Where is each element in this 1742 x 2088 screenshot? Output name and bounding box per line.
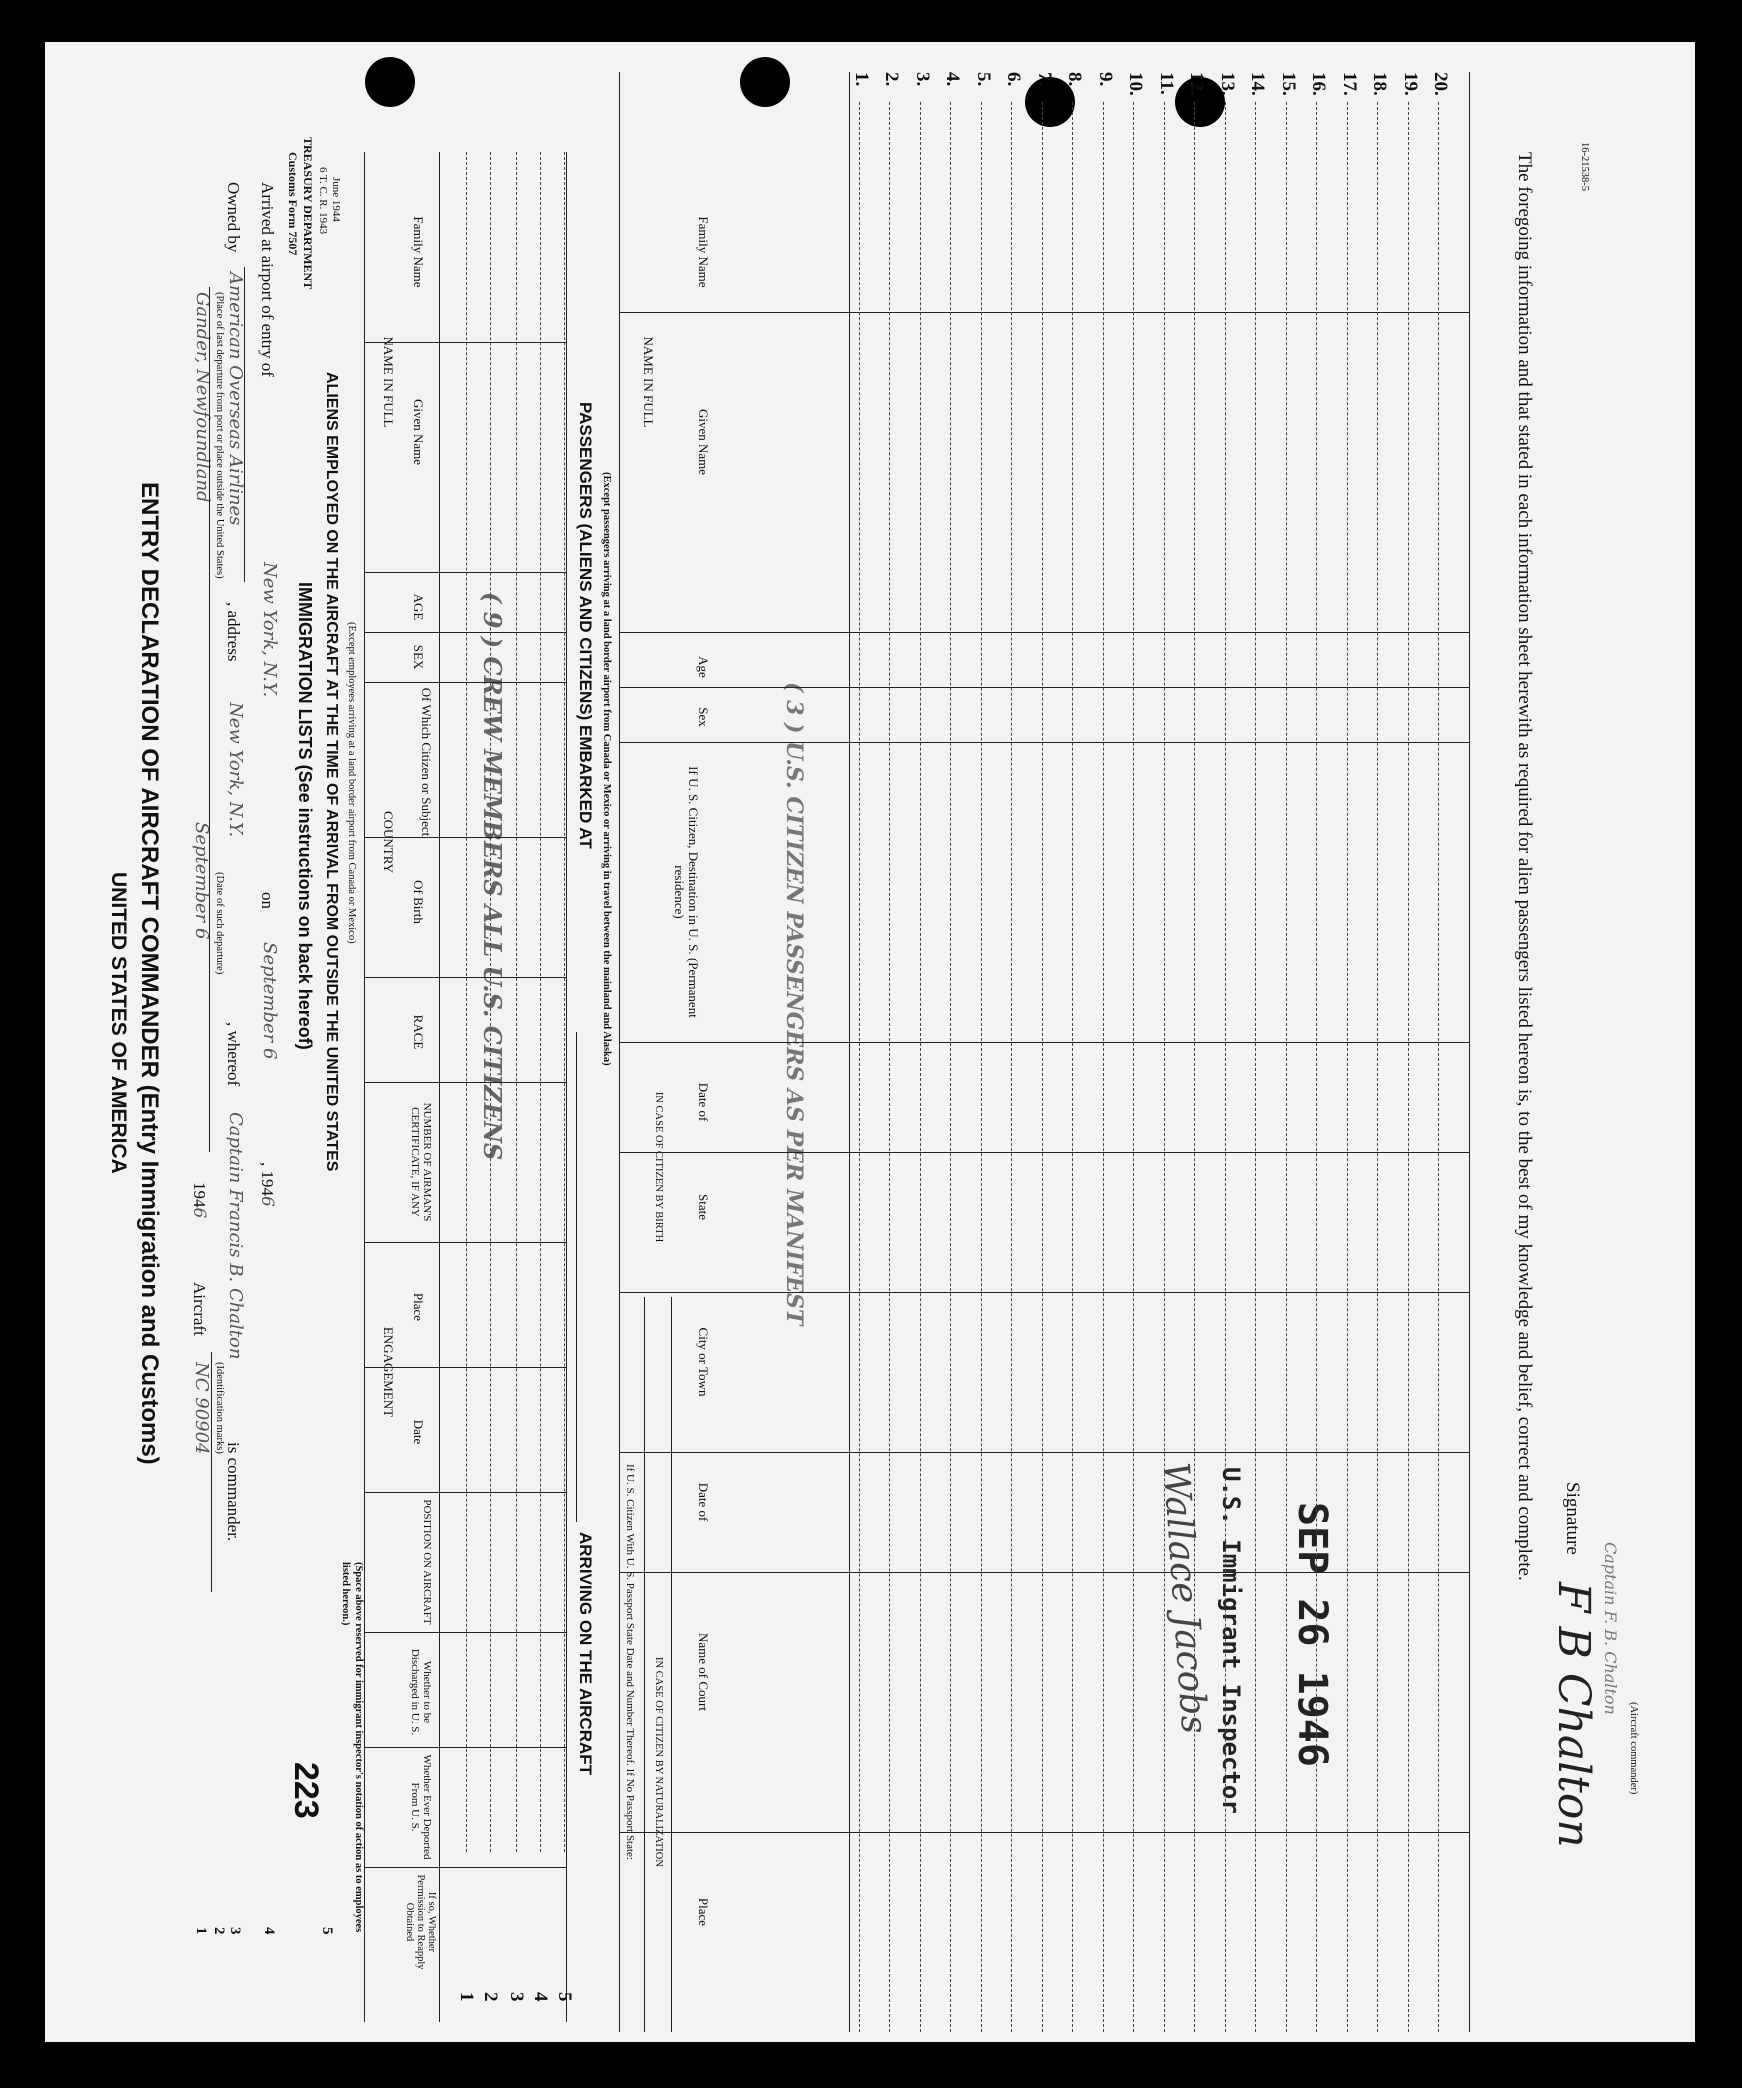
- passenger-row-number: 17.: [1339, 72, 1360, 96]
- place-value[interactable]: Gander, Newfoundland: [192, 292, 213, 503]
- column-divider: [620, 1572, 1470, 1573]
- date-label: (Date of such departure): [214, 872, 225, 975]
- passenger-row-number: 19.: [1400, 72, 1421, 96]
- aircraft-label: Aircraft: [190, 1282, 209, 1336]
- crew-row[interactable]: [466, 152, 467, 1852]
- pass-given-name: Given Name: [696, 408, 711, 476]
- imm-airman-cert: NUMBER OF AIRMAN'S CERTIFICATE, IF ANY: [409, 1102, 433, 1222]
- imm-discharged: Whether to be Discharged in U. S.: [409, 1648, 433, 1736]
- passenger-row[interactable]: [1134, 102, 1135, 2032]
- line-number-3: 3: [227, 1927, 243, 1935]
- passenger-row[interactable]: [1378, 102, 1379, 2032]
- column-divider: [620, 1042, 1470, 1043]
- passenger-row[interactable]: [1103, 102, 1104, 2032]
- passenger-row[interactable]: [890, 102, 891, 2032]
- pass-name-in-full: NAME IN FULL: [641, 336, 656, 428]
- passenger-row[interactable]: [1347, 102, 1348, 2032]
- whereof-label: , whereof: [224, 1022, 243, 1087]
- passenger-row-number: 10.: [1125, 72, 1147, 96]
- commander-printed: Captain F. B. Chalton: [1601, 1542, 1620, 1715]
- passenger-row[interactable]: [981, 102, 982, 2032]
- crew-row-number: 5: [554, 1992, 575, 2002]
- on-year-value[interactable]: 6: [257, 1196, 277, 1207]
- crew-row-number: 1: [456, 1992, 477, 2002]
- crew-row-number: 2: [480, 1992, 501, 2002]
- passenger-row-number: 16.: [1308, 72, 1330, 96]
- address-value[interactable]: New York, N.Y.: [225, 702, 246, 838]
- passenger-row-number: 9.: [1095, 72, 1116, 87]
- year-prefix: 194: [190, 1182, 209, 1208]
- imm-of-birth: Of Birth: [411, 880, 426, 924]
- certification-text: The foregoing information and that stated in each information sheet herewith as required for alien passengers listed hereon is, to the best of my knowledge and belief, correct and complete.: [1514, 152, 1535, 1581]
- imm-engagement: ENGAGEMENT: [381, 1326, 396, 1418]
- date-value[interactable]: September 6: [191, 822, 212, 940]
- crew-row[interactable]: [516, 152, 517, 1852]
- immigration-subnote: (Except employees arriving at a land border airport from Canada or Mexico): [346, 622, 357, 944]
- passenger-row-number: 3.: [912, 72, 933, 87]
- imm-sex: SEX: [411, 644, 426, 670]
- passenger-row-number: 8.: [1064, 72, 1086, 87]
- imm-name-in-full: NAME IN FULL: [381, 336, 396, 428]
- inspector-title: U.S. Immigrant Inspector: [1217, 1467, 1245, 1814]
- place-label: (Place of last departure from port or place outside the United States): [214, 292, 225, 579]
- on-year-prefix: , 194: [258, 1162, 277, 1196]
- passenger-row-number: 20.: [1430, 72, 1452, 96]
- signature-label: Signature: [1562, 1482, 1583, 1555]
- print-code: 16-21538-5: [1579, 142, 1590, 191]
- form-title: ENTRY DECLARATION OF AIRCRAFT COMMANDER (Entry Immigration and Customs): [136, 482, 163, 1465]
- passenger-row[interactable]: [1073, 102, 1074, 2032]
- passenger-row-number: 7.: [1034, 72, 1055, 87]
- arrived-value[interactable]: New York, N.Y.: [259, 562, 280, 698]
- crew-handwritten-note[interactable]: ( 9 ) CREW MEMBERS ALL U.S. CITIZENS: [478, 592, 507, 1161]
- form-date: June 1944: [330, 177, 342, 222]
- passenger-row-number: 13.: [1217, 72, 1238, 96]
- form-number: Customs Form 7507: [286, 152, 300, 256]
- pass-age: Age: [696, 656, 711, 678]
- pass-place: Place: [696, 1897, 711, 1927]
- rotated-form: [45, 42, 1695, 2042]
- immigration-title: IMMIGRATION LISTS (See instructions on back hereof): [295, 582, 315, 1050]
- passenger-row[interactable]: [920, 102, 921, 2032]
- passenger-row-number: 12.: [1186, 72, 1208, 96]
- pass-state: State: [696, 1194, 711, 1220]
- address-label: , address: [224, 602, 243, 662]
- inspector-note: (Space above reserved for immigrant inspector's notation of action as to employees listed hereon.): [340, 1562, 364, 1933]
- imm-permission: If so, Whether Permission to Reapply Obtained: [404, 1874, 437, 1970]
- line-number-5: 5: [319, 1927, 335, 1935]
- crew-row[interactable]: [540, 152, 541, 1852]
- column-divider: [365, 1867, 567, 1868]
- passenger-row[interactable]: [1408, 102, 1409, 2032]
- passenger-row[interactable]: [1164, 102, 1165, 2032]
- date-stamp: SEP 26 1946: [1289, 1502, 1335, 1767]
- passenger-row[interactable]: [1286, 102, 1287, 2032]
- column-divider: [620, 632, 1470, 633]
- pass-date-of: Date of: [696, 1082, 711, 1122]
- passenger-row[interactable]: [1012, 102, 1013, 2032]
- imm-place: Place: [411, 1292, 426, 1322]
- column-divider: [620, 1292, 1470, 1293]
- passenger-row[interactable]: [1195, 102, 1196, 2032]
- column-divider: [620, 312, 1470, 313]
- imm-position: POSITION ON AIRCRAFT: [421, 1499, 433, 1625]
- arrived-label: Arrived at airport of entry of: [258, 182, 277, 377]
- column-divider: [620, 1452, 1470, 1453]
- passengers-title-suffix: ARRIVING ON THE AIRCRAFT: [576, 1532, 595, 1776]
- passenger-row-number: 18.: [1369, 72, 1391, 96]
- on-label: on: [258, 892, 277, 909]
- department: TREASURY DEPARTMENT: [301, 137, 315, 290]
- crew-row-number: 4: [530, 1992, 551, 2002]
- imm-date: Date: [411, 1419, 426, 1445]
- passenger-row[interactable]: [1256, 102, 1257, 2032]
- passenger-row[interactable]: [1042, 102, 1043, 2032]
- column-divider: [620, 1832, 1470, 1833]
- page-number: 223: [287, 1762, 325, 1819]
- immigration-subtitle: ALIENS EMPLOYED ON THE AIRCRAFT AT THE TIME OF ARRIVAL FROM OUTSIDE THE UNITED STATES: [323, 372, 340, 1172]
- passenger-row-number: 15.: [1278, 72, 1299, 96]
- imm-deported: Whether Ever Deported From U. S.: [409, 1754, 433, 1860]
- imm-citizen-of: Of Which Citizen or Subject: [419, 687, 434, 837]
- pass-destination: If U. S. Citizen, Destination in U. S. (Permanent residence): [672, 766, 701, 1018]
- passenger-row[interactable]: [859, 102, 860, 2032]
- pass-city-or-town: City or Town: [696, 1327, 711, 1397]
- passengers-subnote: (Except passengers arriving at a land border airport from Canada or Mexico or arriving in travel between the mainland and Alaska): [601, 472, 612, 1066]
- imm-country: COUNTRY: [381, 810, 396, 874]
- line-number-2: 2: [211, 1927, 227, 1935]
- line-number-1: 1: [193, 1927, 209, 1935]
- passenger-row-number: 1.: [851, 72, 872, 87]
- passenger-handwritten-note[interactable]: ( 3 ) U.S. CITIZEN PASSENGERS AS PER MANIFEST: [781, 682, 807, 1326]
- imm-race: RACE: [411, 1014, 426, 1050]
- crew-row[interactable]: [564, 152, 565, 1852]
- aircraft-value[interactable]: NC 90904: [191, 1362, 212, 1455]
- imm-age: AGE: [411, 593, 426, 621]
- crew-row[interactable]: [490, 152, 491, 1852]
- passenger-row[interactable]: [1439, 102, 1440, 2032]
- passenger-row-number: 5.: [973, 72, 994, 87]
- pass-date-of-2: Date of: [696, 1482, 711, 1522]
- passenger-row[interactable]: [1317, 102, 1318, 2032]
- owned-by-label: Owned by: [224, 182, 243, 253]
- punch-hole: [365, 57, 415, 107]
- country-title: UNITED STATES OF AMERICA: [107, 872, 130, 1174]
- aircraft-note: (Identification marks): [214, 1362, 225, 1454]
- passenger-row[interactable]: [1225, 102, 1226, 2032]
- passenger-row-number: 2.: [881, 72, 903, 87]
- owned-by-value[interactable]: American Overseas Airlines: [225, 272, 246, 526]
- passengers-title-prefix: PASSENGERS (ALIENS AND CITIZENS) EMBARKED AT: [576, 402, 595, 849]
- commander-signature[interactable]: F B Chalton: [1548, 1582, 1599, 1848]
- column-divider: [620, 1152, 1470, 1153]
- passenger-row[interactable]: [951, 102, 952, 2032]
- commander-value[interactable]: Captain Francis B. Chalton: [225, 1112, 246, 1360]
- pass-name-of-court: Name of Court: [696, 1633, 711, 1711]
- cfr-ref: 6 T. C. R. 1943: [317, 167, 329, 235]
- passenger-row-number: 14.: [1247, 72, 1269, 96]
- imm-family-name: Family Name: [411, 216, 426, 288]
- passenger-row-number: 11.: [1156, 72, 1177, 95]
- passenger-row-number: 6.: [1003, 72, 1025, 87]
- pass-sex: Sex: [696, 707, 711, 727]
- punch-hole: [740, 57, 790, 107]
- imm-given-name: Given Name: [411, 398, 426, 466]
- column-divider: [620, 687, 1470, 688]
- inspector-signature[interactable]: Wallace Jacobs: [1154, 1460, 1215, 1736]
- pass-by-birth: IN CASE OF CITIZEN BY BIRTH: [653, 1091, 664, 1243]
- commander-caption: (Aircraft commander): [1628, 1702, 1639, 1795]
- pass-by-naturalization: IN CASE OF CITIZEN BY NATURALIZATION: [653, 1657, 664, 1867]
- passenger-row-number: 4.: [942, 72, 964, 87]
- year-value[interactable]: 6: [189, 1207, 209, 1219]
- commander-suffix: is commander.: [224, 1442, 243, 1542]
- crew-row-number: 3: [506, 1992, 527, 2002]
- pass-family-name: Family Name: [696, 216, 711, 288]
- column-divider: [620, 742, 1470, 743]
- on-value[interactable]: September 6: [259, 942, 280, 1060]
- line-number-4: 4: [261, 1927, 277, 1935]
- pass-passport-header: If U. S. Citizen With U. S. Passport State Date and Number Thereof. If No Passport State:: [624, 1463, 636, 1860]
- document-sheet: [45, 42, 1695, 2042]
